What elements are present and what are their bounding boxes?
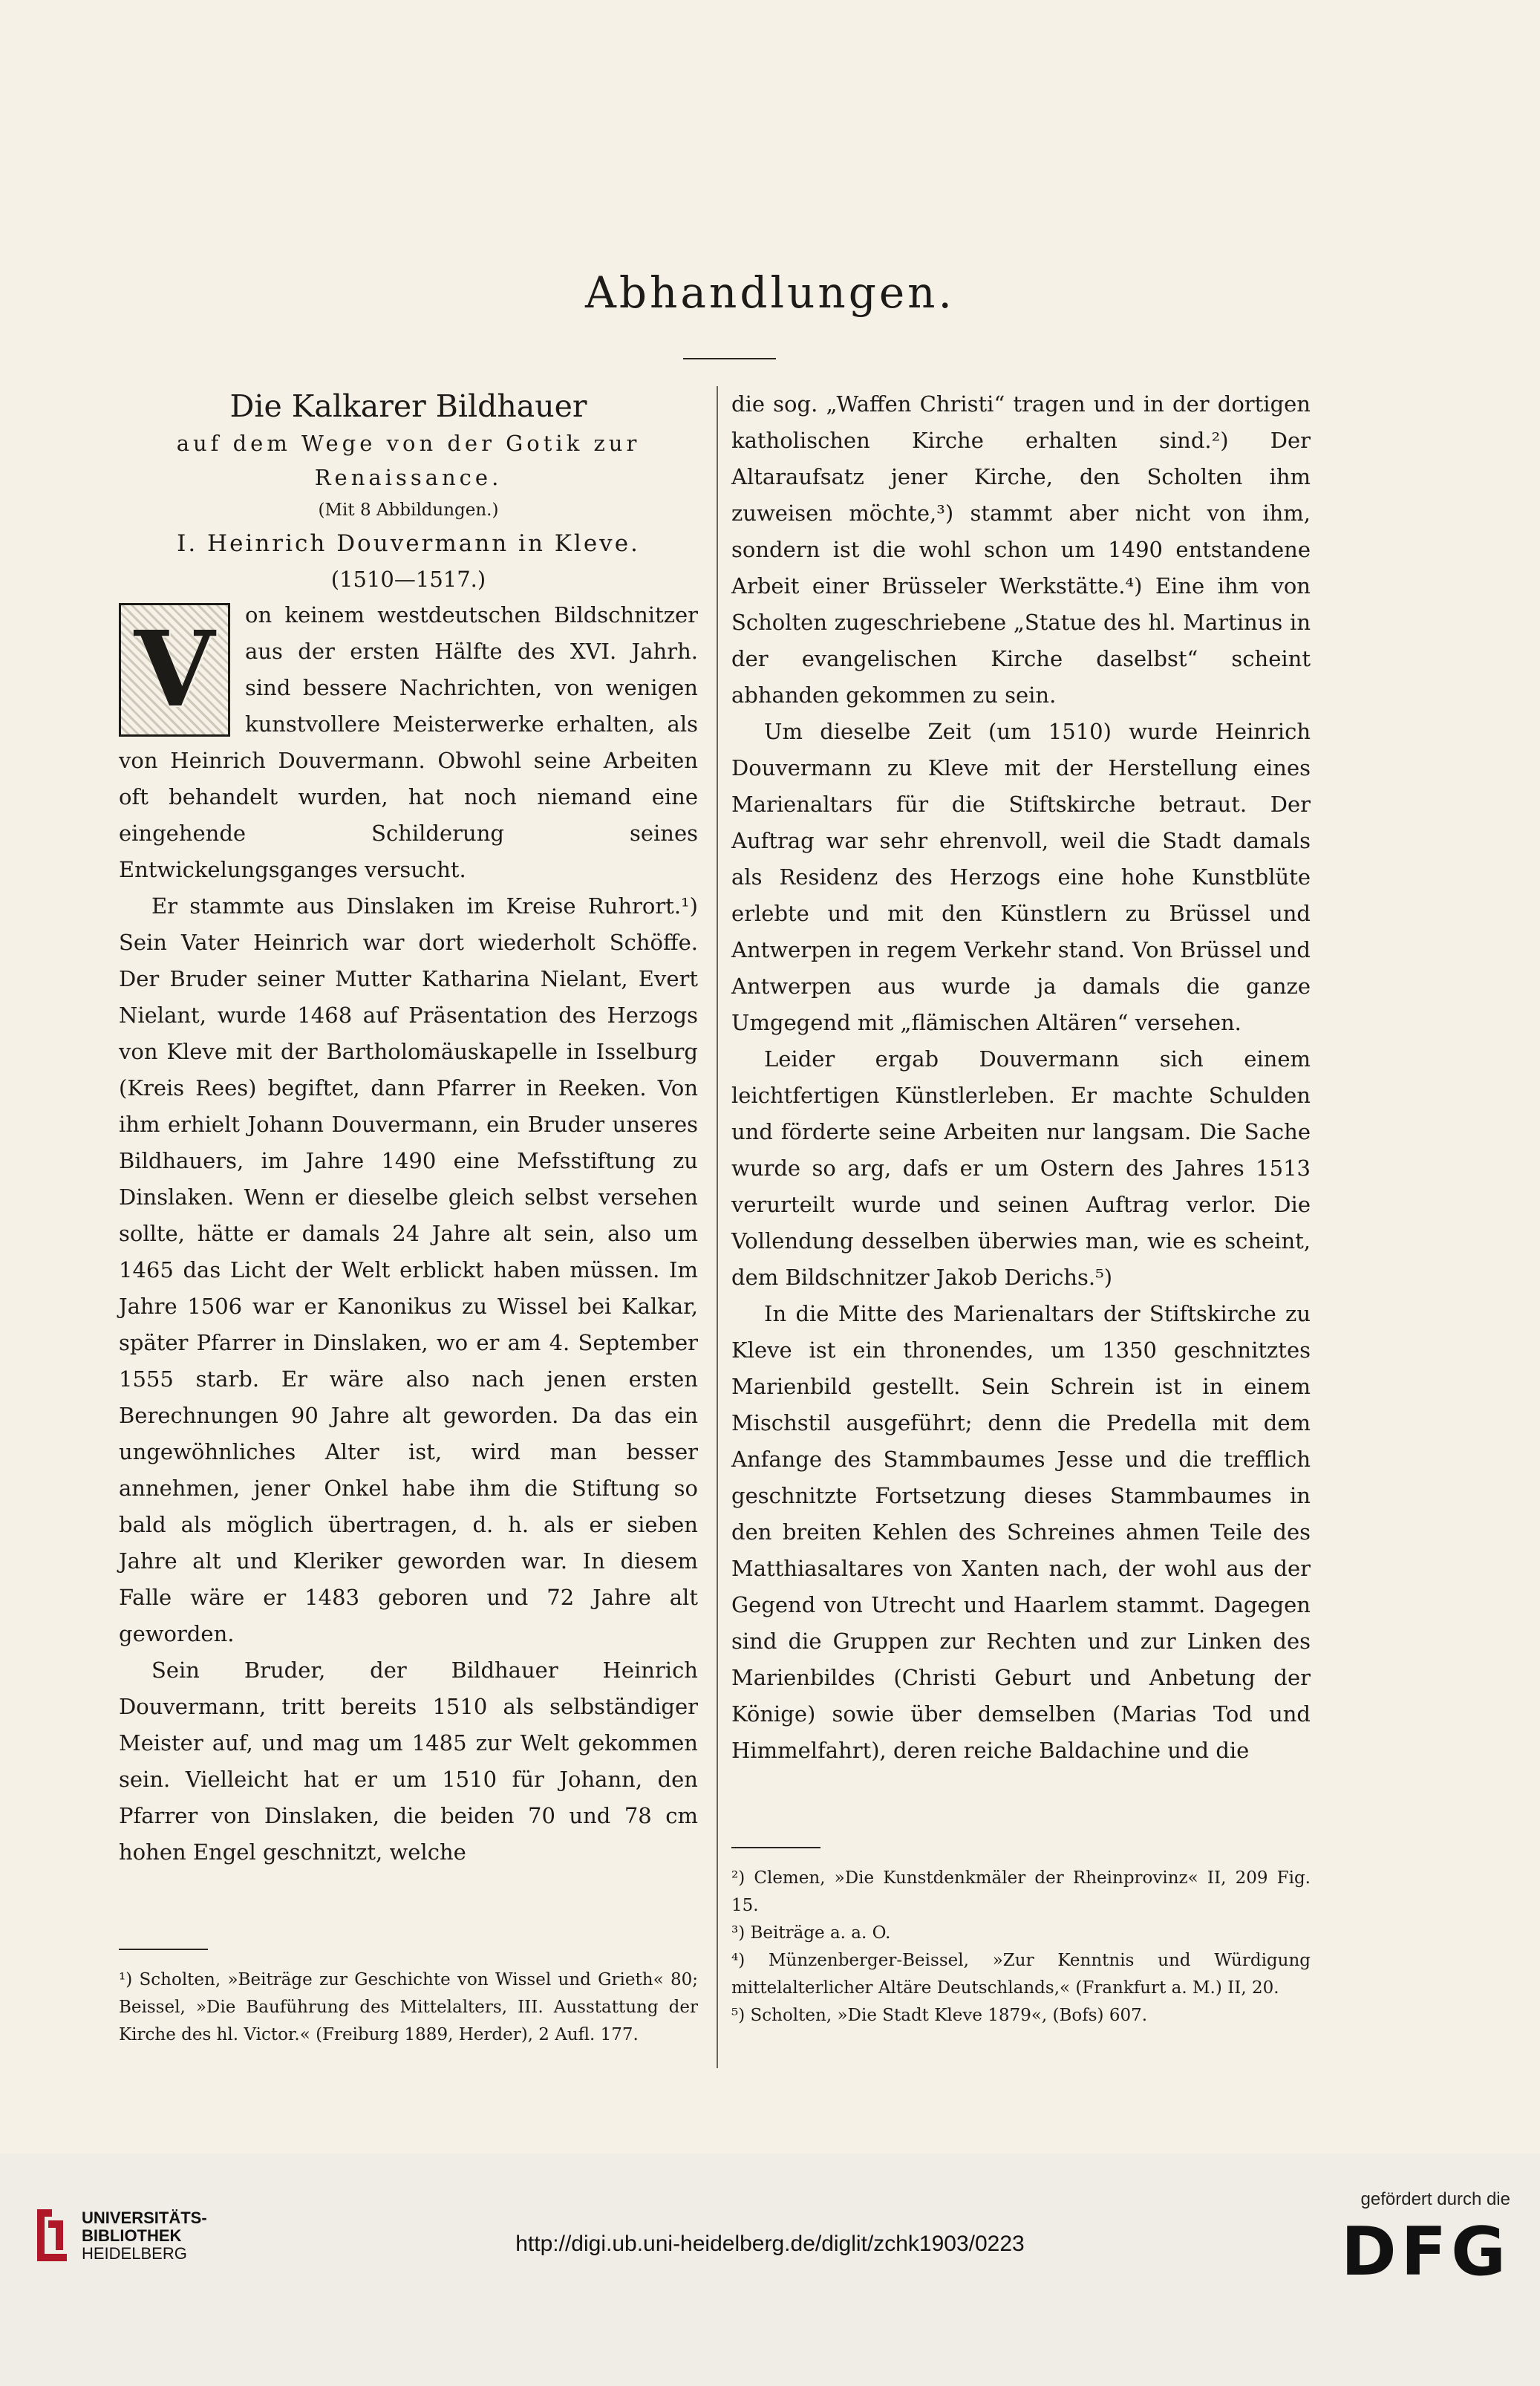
left-paragraph-1: on keinem westdeutschen Bildschnitzer aus der ersten Hälfte des XVI. Jahrh. sind bessere Nachrichten, von wenigen kunstvollere Meisterwerke erhalten, als von Heinrich Douvermann. Obwohl seine Arbeiten oft behandelt wurden, hat noch niemand eine eingehende Schilderung seines Entwickelungsganges versucht. (119, 602, 698, 882)
right-paragraph-4: In die Mitte des Marienaltars der Stiftskirche zu Kleve ist ein thronendes, um 1350 geschnitztes Marienbild gestellt. Sein Schrein ist in einem Mischstil ausgeführt; denn die Predella mit dem Anfange des Stammbaumes Jesse und die trefflich geschnitzte Fortsetzung dieses Stammbaumes in den breiten Kehlen des Schreines ahmen Teile des Matthiasaltares von Xanten nach, der wohl aus der Gegend von Utrecht und Haarlem stammt. Dagegen sind die Gruppen zur Rechten und zur Linken des Marienbildes (Christi Geburt und Anbetung der Könige) sowie über demselben (Marias Tod und Himmelfahrt), deren reiche Baldachine und die (731, 1301, 1311, 1763)
article-years: (1510—1517.) (330, 567, 486, 592)
article-part: I. Heinrich Douvermann in Kleve. (177, 530, 640, 557)
article-note: (Mit 8 Abbildungen.) (318, 501, 499, 520)
section-heading: Abhandlungen. (585, 267, 955, 318)
dropcap-letter: V (134, 609, 215, 731)
funding-label: gefördert durch die (1360, 2189, 1510, 2209)
footnote-2: ²) Clemen, »Die Kunstdenkmäler der Rheinprovinz« II, 209 Fig. 15. (731, 1868, 1311, 1915)
article-subtitle: auf dem Wege von der Gotik zur (176, 431, 641, 456)
footnote-1: ¹) Scholten, »Beiträge zur Geschichte von Wissel und Grieth« 80; Beissel, »Die Bauführung des Mittelalters, III. Ausstattung der Kirche des hl. Victor.« (Freiburg 1889, Herder), 2 Aufl. 177. (119, 1970, 698, 2044)
permalink-url[interactable]: http://digi.ub.uni-heidelberg.de/diglit/zchk1903/0223 (515, 2232, 1025, 2256)
left-footnotes (119, 1926, 698, 2049)
footnote-5: ⁵) Scholten, »Die Stadt Kleve 1879«, (Bofs) 607. (731, 2006, 1148, 2025)
column-divider (717, 386, 718, 2068)
right-paragraph-3: Leider ergab Douvermann sich einem leichtfertigen Künstlerleben. Er machte Schulden und förderte seine Arbeiten nur langsam. Die Sache wurde so arg, dafs er um Ostern des Jahres 1513 verurteilt wurde und seinen Auftrag verlor. Die Vollendung desselben überwies man, wie es scheint, dem Bildschnitzer Jakob Derichs.⁵) (731, 1046, 1311, 1290)
heading-rule (683, 358, 776, 359)
right-paragraph-2: Um dieselbe Zeit (um 1510) wurde Heinrich Douvermann zu Kleve mit der Herstellung eines Marienaltars für die Stiftskirche betraut. Der Auftrag war sehr ehrenvoll, weil die Stadt damals als Residenz des Herzogs eine hohe Kunstblüte erlebte und mit den Künstlern zu Brüssel und Antwerpen in regem Verkehr stand. Von Brüssel und Antwerpen aus wurde ja damals die ganze Umgegend mit „flämischen Altären“ versehen. (731, 719, 1311, 1035)
dfg-logo: DFG (1340, 2213, 1510, 2291)
footnote-3: ³) Beiträge a. a. O. (731, 1923, 891, 1943)
article-title: Die Kalkarer Bildhauer (229, 388, 587, 424)
right-footnotes (731, 1825, 1311, 2030)
right-column (731, 386, 1311, 1769)
footnote-rule (119, 1949, 208, 1950)
left-paragraph-2: Er stammte aus Dinslaken im Kreise Ruhrort.¹) Sein Vater Heinrich war dort wiederholt Schöffe. Der Bruder seiner Mutter Katharina Nielant, Evert Nielant, wurde 1468 auf Präsentation des Herzogs von Kleve mit der Bartholomäuskapelle in Isselburg (Kreis Rees) begiftet, dann Pfarrer in Reeken. Von ihm erhielt Johann Douvermann, ein Bruder unseres Bildhauers, im Jahre 1490 eine Mefsstiftung zu Dinslaken. Wenn er dieselbe gleich selbst versehen sollte, hätte er damals 24 Jahre alt sein, also um 1465 das Licht der Welt erblickt haben müssen. Im Jahre 1506 war er Kanonikus zu Wissel bei Kalkar, später Pfarrer in Dinslaken, wo er am 4. September 1555 starb. Er wäre also nach jenen ersten Berechnungen 90 Jahre alt geworden. Da das ein ungewöhnliches Alter ist, wird man besser annehmen, jener Onkel habe ihm die Stiftung so bald als möglich übertragen, d. h. als er sieben Jahre alt und Kleriker geworden war. In diesem Falle wäre er 1483 geboren und 72 Jahre alt geworden. (119, 893, 698, 1646)
footnote-4: ⁴) Münzenberger-Beissel, »Zur Kenntnis und Würdigung mittelalterlicher Altäre Deutschlands,« (Frankfurt a. M.) II, 20. (731, 1951, 1311, 1998)
library-name: UNIVERSITÄTS- BIBLIOTHEK HEIDELBERG (82, 2209, 207, 2263)
viewer-footer (0, 2154, 1540, 2386)
left-column (119, 386, 698, 1871)
left-paragraph-3: Sein Bruder, der Bildhauer Heinrich Douvermann, tritt bereits 1510 als selbständiger Meister auf, und mag um 1485 zur Welt gekommen sein. Vielleicht hat er um 1510 für Johann, den Pfarrer von Dinslaken, die beiden 70 und 78 cm hohen Engel geschnitzt, welche (119, 1658, 698, 1865)
article-subtitle-2: Renaissance. (314, 465, 503, 490)
footnote-rule (731, 1847, 820, 1848)
dropcap-ornament (119, 603, 230, 737)
right-paragraph-1: die sog. „Waffen Christi“ tragen und in der dortigen katholischen Kirche erhalten sind.²) Der Altaraufsatz jener Kirche, den Scholten ihm zuweisen möchte,³) stammt aber nicht von ihm, sondern ist die wohl schon um 1490 entstandene Arbeit einer Brüsseler Werkstätte.⁴) Eine ihm von Scholten zugeschriebene „Statue des hl. Martinus in der evangelischen Kirche daselbst“ scheint abhanden gekommen zu sein. (731, 391, 1311, 708)
